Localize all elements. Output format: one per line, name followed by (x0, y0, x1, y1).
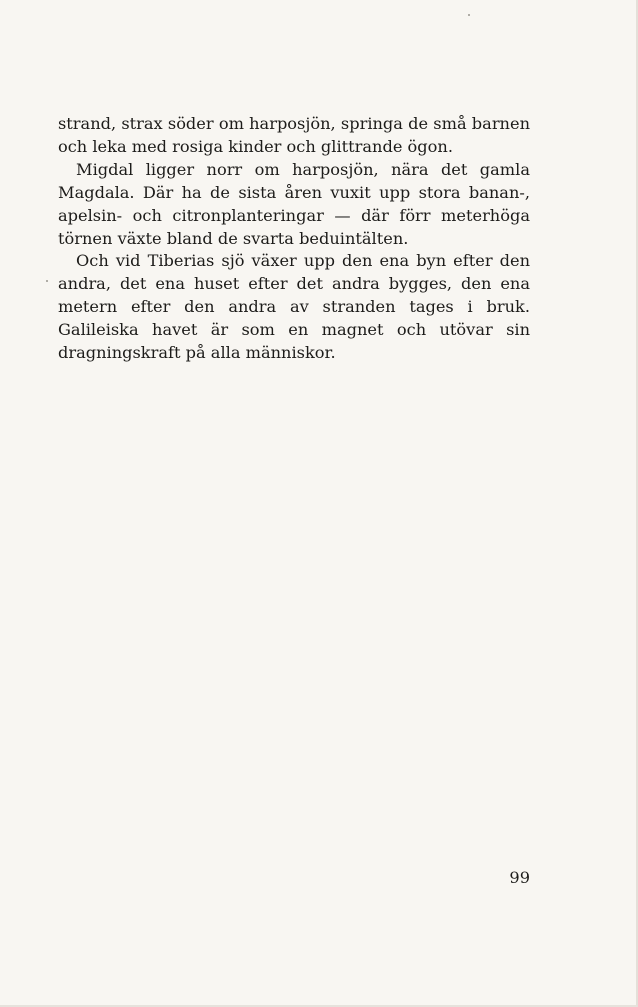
paper-speck (46, 280, 48, 282)
paragraph-1: strand, strax söder om harposjön, springa de små barnen och leka med rosiga kinder och glittrande ögon. (58, 114, 530, 156)
paragraph-3: Och vid Tiberias sjö växer upp den ena byn efter den andra, det ena huset efter det andra bygges, den ena metern efter den andra av stranden tages i bruk. Galileiska havet är som en magnet och utövar sin dragningskraft på alla människor. (58, 251, 530, 363)
paragraph-2: Migdal ligger norr om harposjön, nära det gamla Magdala. Där ha de sista åren vuxit upp stora banan-, apelsin- och citronplanteringar — där förr meterhöga törnen växte bland de svarta beduintälten. (58, 159, 530, 248)
paper-speck (468, 14, 470, 16)
body-text (58, 113, 530, 365)
page-number: 99 (509, 868, 530, 887)
